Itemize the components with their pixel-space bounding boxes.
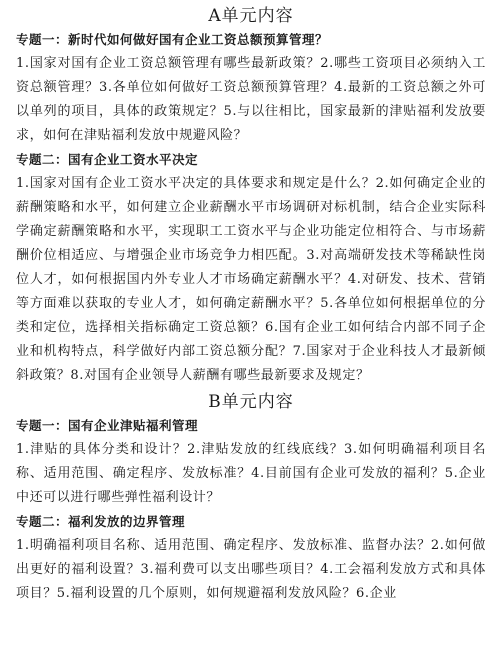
unit-a-topic2-body: 1.国家对国有企业工资水平决定的具体要求和规定是什么？2.如何确定企业的薪酬策略和水平，如何建立企业薪酬水平市场调研对标机制，结合企业实际科学确定薪酬策略和水平，实现职工工资水平与企业功能定位相符合、与市场薪酬价位相适应、与增强企业市场竞争力相匹配。3.对高端研发技术等稀缺性岗位人才，如何根据国内外专业人才市场确定薪酬水平？4.对研发、技术、营销等方面难以获取的专业人才，如何确定薪酬水平？5.各单位如何根据单位的分类和定位，选择相关指标确定工资总额？6.国有企业工如何结合内部不同子企业和机构特点，科学做好内部工资总额分配？7.国家对于企业科技人才最新倾斜政策？8.对国有企业领导人薪酬有哪些最新要求及规定？ — [16, 176, 486, 383]
unit-a-topic1-heading: 专题一：新时代如何做好国有企业工资总额预算管理？ — [16, 32, 329, 47]
unit-b-title: B单元内容 — [208, 392, 294, 412]
unit-a-title: A单元内容 — [208, 6, 294, 26]
unit-a-topic2-heading: 专题二：国有企业工资水平决定 — [16, 152, 199, 167]
unit-b-section — [16, 390, 486, 606]
unit-a-section — [16, 4, 486, 388]
unit-b-topic1-heading: 专题一：国有企业津贴福利管理 — [16, 418, 199, 433]
unit-b-topic2-body: 1.明确福利项目名称、适用范围、确定程序、发放标准、监督办法？2.如何做出更好的福利设置？3.福利费可以支出哪些项目？4.工会福利发放方式和具体项目？5.福利设置的几个原则，如何规避福利发放风险？6.企业 — [16, 538, 486, 601]
unit-b-topic2-heading: 专题二：福利发放的边界管理 — [16, 514, 186, 529]
unit-a-topic1-body: 1.国家对国有企业工资总额管理有哪些最新政策？2.哪些工资项目必须纳入工资总额管理？3.各单位如何做好工资总额预算管理？4.最新的工资总额之外可以单列的项目，具体的政策规定？5.与以往相比，国家最新的津贴福利发放要求，如何在津贴福利发放中规避风险？ — [16, 56, 486, 143]
unit-b-topic1-body: 1.津贴的具体分类和设计？2.津贴发放的红线底线？3.如何明确福利项目名称、适用范围、确定程序、发放标准？4.目前国有企业可发放的福利？5.企业中还可以进行哪些弹性福利设计？ — [16, 442, 486, 505]
